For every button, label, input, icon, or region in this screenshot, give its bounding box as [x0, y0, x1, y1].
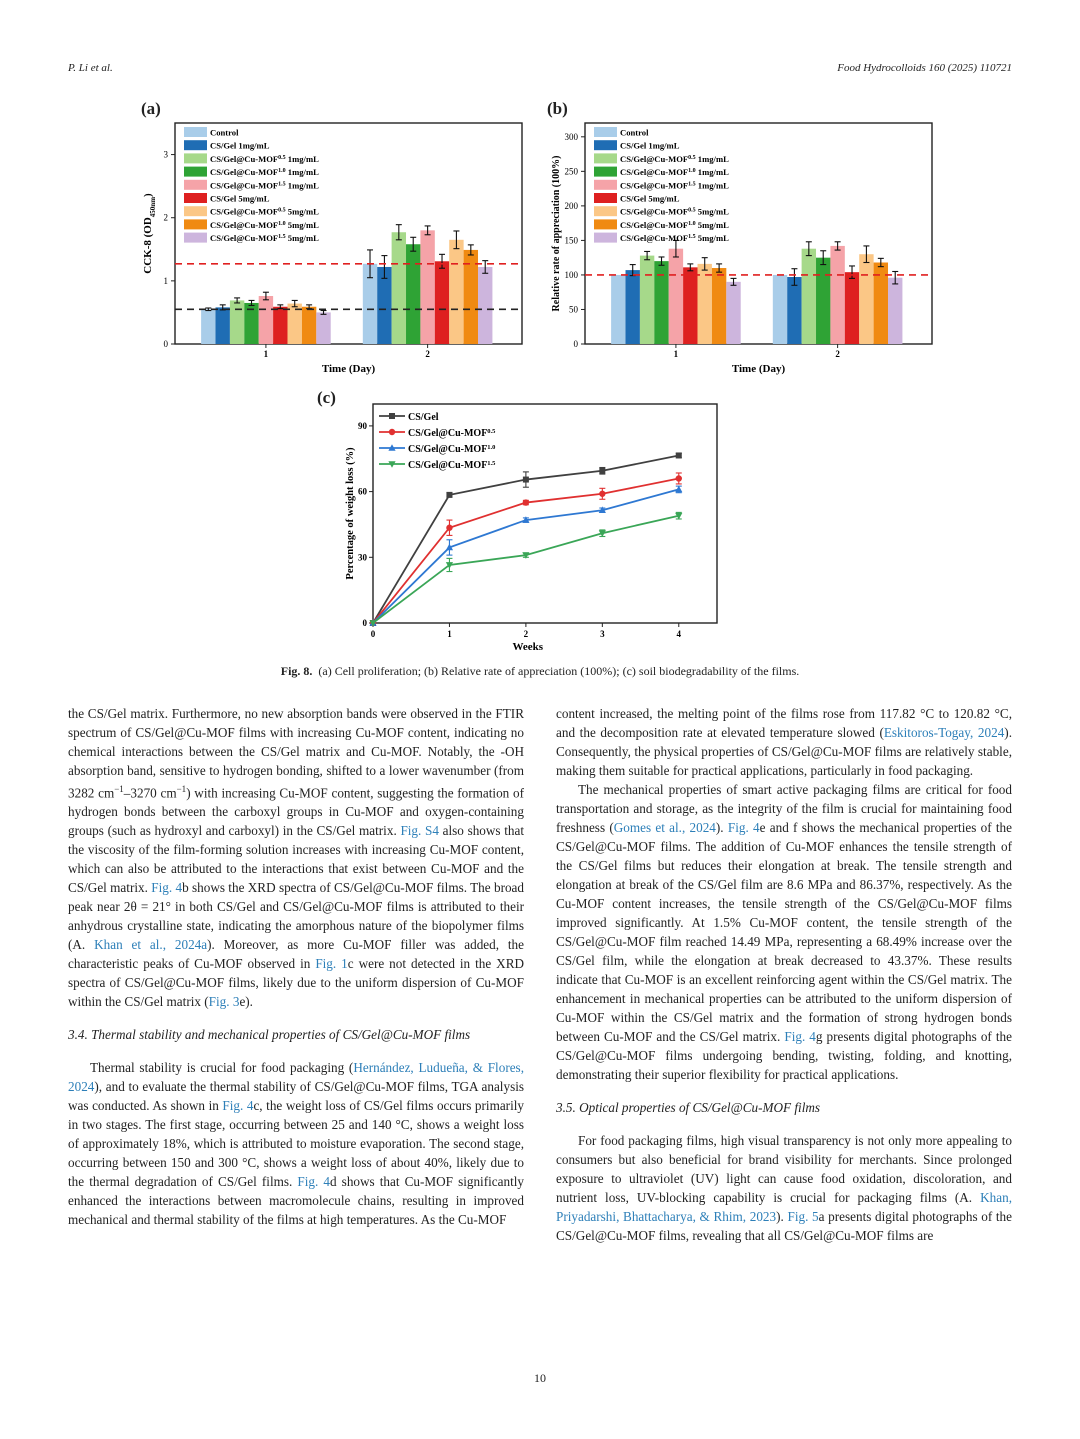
- right-paragraph-1: [556, 704, 1012, 780]
- label-part: 1mg/mL: [695, 167, 729, 178]
- label-part: CS/Gel@Cu-MOF: [408, 460, 488, 471]
- bar-1-8: [712, 268, 726, 344]
- bar-2-1: [773, 275, 787, 344]
- x-axis-label: Weeks: [512, 641, 544, 653]
- label-part: 1.0: [688, 168, 696, 175]
- legend-label: [620, 141, 680, 151]
- section-heading-3-5: 3.5. Optical properties of CS/Gel@Cu-MOF films: [556, 1100, 821, 1115]
- label-part: 1.5: [278, 181, 286, 188]
- bar-1-6: [683, 267, 697, 344]
- bar-1-7: [698, 264, 712, 344]
- label-part: 1.5: [487, 459, 496, 467]
- text-run: also shows that the viscosity of the film-forming solution increases with increasing Cu-MOF content, which can also be attributed to the interactions that exist between Cu-MOF and the CS/Gel matrix.: [68, 823, 525, 896]
- y-tick-label: 3: [163, 149, 168, 160]
- y-tick-label: 50: [569, 304, 578, 315]
- reference-link[interactable]: Gomes et al., 2024: [613, 820, 716, 835]
- text-run: c, the weight loss of CS/Gel films occurs primarily in two stages. The first stage, occurring between 25 and 140 °C, shows a weight loss of approximately 18%, which is attributed to moisture evaporation. The second stage, occurring between 150 and 300 °C, shows a weight loss of about 40%, likely due to the thermal degradation of CS/Gel films.: [68, 1098, 524, 1190]
- bar-1-9: [316, 312, 330, 344]
- label-part: CS/Gel@Cu-MOF: [408, 444, 488, 455]
- x-tick-label: 1: [263, 349, 269, 359]
- legend-label: [620, 194, 680, 204]
- text-run: Thermal stability is crucial for food packaging (: [90, 1060, 354, 1076]
- y-tick-label: 90: [358, 420, 367, 431]
- bar-1-1: [201, 309, 215, 344]
- data-point: [676, 452, 682, 458]
- data-point: [523, 499, 529, 505]
- legend-label: [620, 128, 649, 138]
- label-part: CS/Gel@Cu-MOF: [408, 428, 488, 439]
- legend-label: [210, 154, 319, 164]
- chart-c-weight-loss: [335, 395, 735, 655]
- text-run: ). Consequently, the physical properties of CS/Gel@Cu-MOF films are relatively stable, making them suitable for practical applications, particularly in food packaging.: [556, 725, 1012, 778]
- label-part: CS/Gel@Cu-MOF: [210, 153, 279, 164]
- legend-swatch: [594, 219, 617, 229]
- legend-swatch: [594, 140, 617, 150]
- label-part: CS/Gel@Cu-MOF: [620, 219, 689, 230]
- reference-link[interactable]: Fig. 4: [784, 1029, 816, 1044]
- right-paragraph-3: [556, 1131, 1012, 1245]
- reference-link[interactable]: Fig. 4: [727, 820, 760, 835]
- y-tick-label: 0: [163, 339, 168, 349]
- reference-link[interactable]: Fig. 4: [151, 880, 183, 896]
- label-part: 0.5: [688, 207, 696, 214]
- label-part: 5mg/mL: [285, 206, 319, 217]
- x-tick-label: 1: [673, 349, 679, 359]
- bar-1-5: [259, 296, 273, 344]
- bar-2-5: [420, 230, 434, 344]
- legend-swatch: [184, 193, 207, 203]
- legend-swatch: [184, 206, 207, 216]
- bar-1-1: [611, 275, 625, 344]
- bar-2-4: [816, 258, 830, 344]
- data-point: [676, 475, 682, 481]
- x-tick-label: 0: [370, 629, 376, 639]
- legend-label: [210, 167, 319, 177]
- reference-link[interactable]: Fig. 1: [315, 956, 348, 972]
- reference-link[interactable]: Fig. 4: [297, 1174, 330, 1190]
- label-part: CS/Gel@Cu-MOF: [210, 219, 279, 230]
- chart-b-relative-rate: [545, 115, 945, 380]
- legend-label: [408, 412, 439, 423]
- label-part: CS/Gel@Cu-MOF: [620, 167, 689, 178]
- label-part: CS/Gel@Cu-MOF: [620, 206, 689, 217]
- legend-label: [408, 444, 495, 456]
- label-part: CS/Gel@Cu-MOF: [620, 153, 689, 164]
- legend-label: [210, 128, 239, 138]
- bar-2-7: [859, 254, 873, 344]
- label-part: 1.5: [688, 234, 696, 241]
- label-part: CS/Gel@Cu-MOF: [620, 180, 689, 191]
- label-part: CS/Gel@Cu-MOF: [210, 233, 279, 244]
- bar-2-2: [787, 277, 801, 344]
- reference-link[interactable]: Khan, Priyadarshi, Bhattacharya, & Rhim, 2023: [556, 1190, 1012, 1224]
- legend-swatch: [184, 153, 207, 163]
- label-part: 1.0: [487, 443, 496, 451]
- legend-label: [620, 180, 729, 190]
- superscript: −1: [114, 784, 124, 794]
- legend-label: [408, 428, 496, 440]
- text-run: For food packaging films, high visual transparency is not only more appealing to consumers but also beneficial for brand visibility for merchants. Since prolonged exposure to ultraviolet (UV) light can cause food oxidation, discoloration, and nutrient loss, UV-blocking capability is crucial for packaging films (A.: [556, 1133, 1012, 1205]
- text-run: d shows that Cu-MOF significantly enhanced the interactions between macromolecule chains, resulting in improved mechanical and thermal stability of the films at high temperatures. As the Cu-MOF: [68, 1174, 524, 1228]
- data-point: [523, 477, 529, 483]
- reference-link[interactable]: Hernández, Ludueña, & Flores, 2024: [68, 1060, 524, 1095]
- label-part: CS/Gel 5mg/mL: [210, 193, 270, 204]
- figure-caption-text: (a) Cell proliferation; (b) Relative rate of appreciation (100%); (c) soil biodegradability of the films.: [318, 664, 800, 678]
- panel-b-label: (b): [547, 99, 568, 118]
- text-run: b shows the XRD spectra of CS/Gel@Cu-MOF films. The broad peak near 2θ = 21° in both CS/Gel and CS/Gel@Cu-MOF films is attributed to their anhydrous crystalline state, indicating the amorphous nature of the biopolymer films (A.: [68, 880, 524, 953]
- label-part: 1mg/mL: [695, 153, 729, 164]
- legend-label: [210, 233, 319, 243]
- text-run: The mechanical properties of smart active packaging films are critical for food transportation and storage, as the integrity of the film is crucial for maintaining food freshness (: [556, 782, 1012, 835]
- label-part: CS/Gel@Cu-MOF: [210, 180, 279, 191]
- text-run: ) with increasing Cu-MOF content, suggesting the formation of hydrogen bonds between the carboxyl groups in Cu-MOF and oxygen-containing groups (such as hydroxyl and carboxyl) in the CS/Gel matrix.: [68, 785, 524, 839]
- y-tick-label: 200: [564, 200, 578, 211]
- legend-label: [620, 154, 729, 164]
- left-column: [68, 704, 524, 1229]
- label-part: CS/Gel@Cu-MOF: [210, 167, 279, 178]
- x-tick-label: 2: [523, 629, 529, 639]
- label-part: CS/Gel 5mg/mL: [620, 193, 680, 204]
- label-part: 1mg/mL: [285, 153, 319, 164]
- label-part: CS/Gel@Cu-MOF: [210, 206, 279, 217]
- y-tick-label: 60: [358, 486, 367, 497]
- left-paragraph-2: [68, 1058, 524, 1229]
- panel-a-label: (a): [141, 99, 161, 118]
- bar-1-3: [230, 300, 244, 344]
- page-number: 10: [534, 1371, 546, 1385]
- label-part: 5mg/mL: [695, 233, 729, 244]
- reference-link[interactable]: Fig. 5: [787, 1209, 819, 1224]
- bar-1-2: [216, 307, 230, 344]
- bar-1-5: [669, 249, 683, 344]
- reference-link[interactable]: Fig. 4: [222, 1098, 254, 1114]
- label-part: 1mg/mL: [695, 180, 729, 191]
- label-part: Control: [620, 127, 649, 138]
- label-part: 1mg/mL: [285, 180, 319, 191]
- figure-caption-label: Fig. 8.: [280, 664, 313, 678]
- text-run: ).: [776, 1209, 788, 1224]
- label-part: CCK-8 (OD: [142, 217, 154, 274]
- data-point: [446, 525, 452, 531]
- bar-2-4: [406, 244, 420, 344]
- legend-swatch: [594, 153, 617, 163]
- y-axis-label: [142, 193, 157, 274]
- y-axis-label: Percentage of weight loss (%): [345, 447, 356, 580]
- x-tick-label: 2: [835, 349, 840, 359]
- legend-swatch: [184, 219, 207, 229]
- label-part: 1.5: [278, 234, 286, 241]
- label-part: CS/Gel 1mg/mL: [620, 140, 680, 151]
- series-line-4: [373, 516, 679, 623]
- label-part: 1.0: [688, 220, 696, 227]
- y-tick-label: 300: [564, 131, 578, 142]
- legend-label: [210, 207, 319, 217]
- legend-label: [210, 141, 270, 151]
- y-tick-label: 250: [564, 166, 578, 177]
- x-tick-label: 2: [425, 349, 430, 359]
- label-part: 1.0: [278, 168, 286, 175]
- legend-swatch: [594, 193, 617, 203]
- label-part: 0.5: [278, 154, 286, 161]
- bar-1-3: [640, 256, 654, 344]
- text-run: e and f shows the mechanical properties of the CS/Gel@Cu-MOF films. The addition of Cu-MOF enhances the tensile strength of the CS/Gel films but reduces their elongation at break. The tensile strength and elongation at break of the CS/Gel film are 8.6 MPa and 86.37%, respectively. As the Cu-MOF content increases, the tensile strength of the CS/Gel@Cu-MOF films improved significantly. At 1.5% Cu-MOF content, the tensile strength of the CS/Gel@Cu-MOF film reached 14.49 MPa, representing a 68.49% increase over the CS/Gel film, while the elongation at break decreased to 43.37%. These results indicate that Cu-MOF is an excellent reinforcing agent within the CS/Gel matrix. The enhancement in mechanical properties can be attributed to the uniform dispersion of Cu-MOF within the CS/Gel matrix and the formation of strong hydrogen bonds between Cu-MOF and the CS/Gel matrix.: [556, 820, 1012, 1044]
- bar-2-6: [435, 261, 449, 344]
- text-run: c were not detected in the XRD spectra of CS/Gel@Cu-MOF films, likely due to the uniform dispersion of Cu-MOF within the CS/Gel matrix (: [68, 956, 525, 1010]
- data-point: [389, 429, 395, 435]
- legend-swatch: [594, 233, 617, 243]
- bar-2-9: [478, 267, 492, 344]
- text-run: content increased, the melting point of the films rose from 117.82 °C to 120.82 °C, and the decomposition rate at elevated temperature slowed (: [556, 706, 1012, 740]
- label-part: 5mg/mL: [695, 206, 729, 217]
- text-run: –3270 cm: [123, 785, 177, 801]
- label-part: 5mg/mL: [285, 219, 319, 230]
- running-header-journal: Food Hydrocolloids 160 (2025) 110721: [837, 62, 1012, 74]
- superscript: −1: [176, 784, 187, 794]
- bar-1-2: [626, 270, 640, 344]
- bar-2-3: [802, 249, 816, 344]
- bar-1-4: [654, 261, 668, 344]
- y-tick-label: 150: [564, 235, 578, 246]
- label-part: ): [142, 193, 154, 197]
- right-paragraph-2: [556, 780, 1012, 1084]
- y-tick-label: 100: [564, 269, 578, 280]
- label-part: 5mg/mL: [285, 233, 319, 244]
- text-run: a presents digital photographs of the CS/Gel@Cu-MOF films, revealing that all CS/Gel@Cu-MOF films are: [556, 1209, 1013, 1243]
- x-axis-label: Time (Day): [321, 363, 376, 375]
- bar-1-6: [273, 307, 287, 344]
- bar-2-5: [830, 246, 844, 344]
- label-part: CS/Gel 1mg/mL: [210, 140, 270, 151]
- label-part: 5mg/mL: [695, 219, 729, 230]
- text-run: ), and to evaluate the thermal stability of CS/Gel@Cu-MOF films, TGA analysis was conducted. As shown in: [68, 1079, 524, 1114]
- label-part: 0.5: [278, 207, 286, 214]
- data-point: [446, 492, 452, 498]
- y-tick-label: 2: [163, 212, 168, 223]
- running-header-authors: P. Li et al.: [68, 62, 113, 74]
- text-run: the CS/Gel matrix. Furthermore, no new absorption bands were observed in the FTIR spectrum of CS/Gel@Cu-MOF films with increasing Cu-MOF content, indicating no chemical interactions between the CS/Gel matrix and Cu-MOF. Notably, the -OH absorption band, sensitive to hydrogen bonding, shifted to a lower wavenumber (from 3282 cm: [68, 706, 524, 801]
- label-part: 1mg/mL: [285, 167, 319, 178]
- label-part: 0.5: [688, 154, 696, 161]
- legend-label: [210, 194, 270, 204]
- y-tick-label: 30: [358, 552, 367, 563]
- legend-label: [210, 220, 319, 230]
- legend-swatch: [184, 180, 207, 190]
- bar-2-9: [888, 278, 902, 344]
- label-part: 1.5: [688, 181, 696, 188]
- legend-label: [620, 233, 729, 243]
- label-part: CS/Gel: [408, 412, 439, 423]
- reference-link[interactable]: Fig. 3: [208, 994, 240, 1010]
- text-run: ).: [715, 820, 728, 835]
- legend-swatch: [184, 233, 207, 243]
- legend-swatch: [184, 140, 207, 150]
- legend-label: [620, 167, 729, 177]
- legend-swatch: [594, 167, 617, 177]
- x-tick-label: 4: [676, 629, 682, 639]
- legend-swatch: [594, 206, 617, 216]
- legend-swatch: [184, 127, 207, 137]
- x-tick-label: 1: [447, 629, 452, 639]
- reference-link[interactable]: Fig. S4: [400, 823, 439, 839]
- chart-a-cell-proliferation: [135, 115, 535, 380]
- legend-swatch: [594, 180, 617, 190]
- text-run: ). Moreover, as more Cu-MOF filler was added, the characteristic peaks of Cu-MOF observed in: [68, 937, 525, 972]
- label-part: CS/Gel@Cu-MOF: [620, 233, 689, 244]
- data-point: [389, 413, 395, 419]
- legend-swatch: [594, 127, 617, 137]
- bar-2-7: [449, 240, 463, 344]
- label-part: Control: [210, 127, 239, 138]
- label-part: 0.5: [487, 427, 496, 435]
- y-axis-label: Relative rate of appreciation (100%): [551, 155, 562, 312]
- legend-label: [620, 207, 729, 217]
- reference-link[interactable]: Khan et al., 2024a: [94, 937, 208, 953]
- panel-c-label: (c): [317, 388, 336, 407]
- figure-caption: [0, 664, 1080, 679]
- legend-label: [408, 460, 496, 472]
- bar-1-9: [726, 282, 740, 344]
- y-tick-label: 0: [573, 339, 578, 349]
- legend-label: [210, 180, 319, 190]
- bar-2-6: [845, 272, 859, 344]
- bar-2-3: [392, 232, 406, 344]
- y-tick-label: 1: [163, 275, 168, 286]
- text-run: e).: [239, 994, 253, 1010]
- section-heading-3-4: 3.4. Thermal stability and mechanical properties of CS/Gel@Cu-MOF films: [68, 1027, 471, 1043]
- label-part: 450nm: [149, 196, 157, 218]
- y-tick-label: 0: [362, 618, 367, 628]
- legend-swatch: [184, 167, 207, 177]
- data-point: [599, 491, 605, 497]
- bar-1-8: [302, 307, 316, 344]
- x-axis-label: Time (Day): [731, 363, 786, 375]
- legend-label: [620, 220, 729, 230]
- reference-link[interactable]: Eskitoros-Togay, 2024: [883, 725, 1005, 740]
- label-part: 1.0: [278, 220, 286, 227]
- text-run: g presents digital photographs of the CS/Gel@Cu-MOF films undergoing bending, twisting, folding, and knotting, demonstrating their superior flexibility for practical applications.: [556, 1029, 1012, 1082]
- right-column: [556, 704, 1012, 1245]
- x-tick-label: 3: [600, 629, 605, 639]
- data-point: [599, 468, 605, 474]
- left-paragraph-1: [68, 704, 524, 1011]
